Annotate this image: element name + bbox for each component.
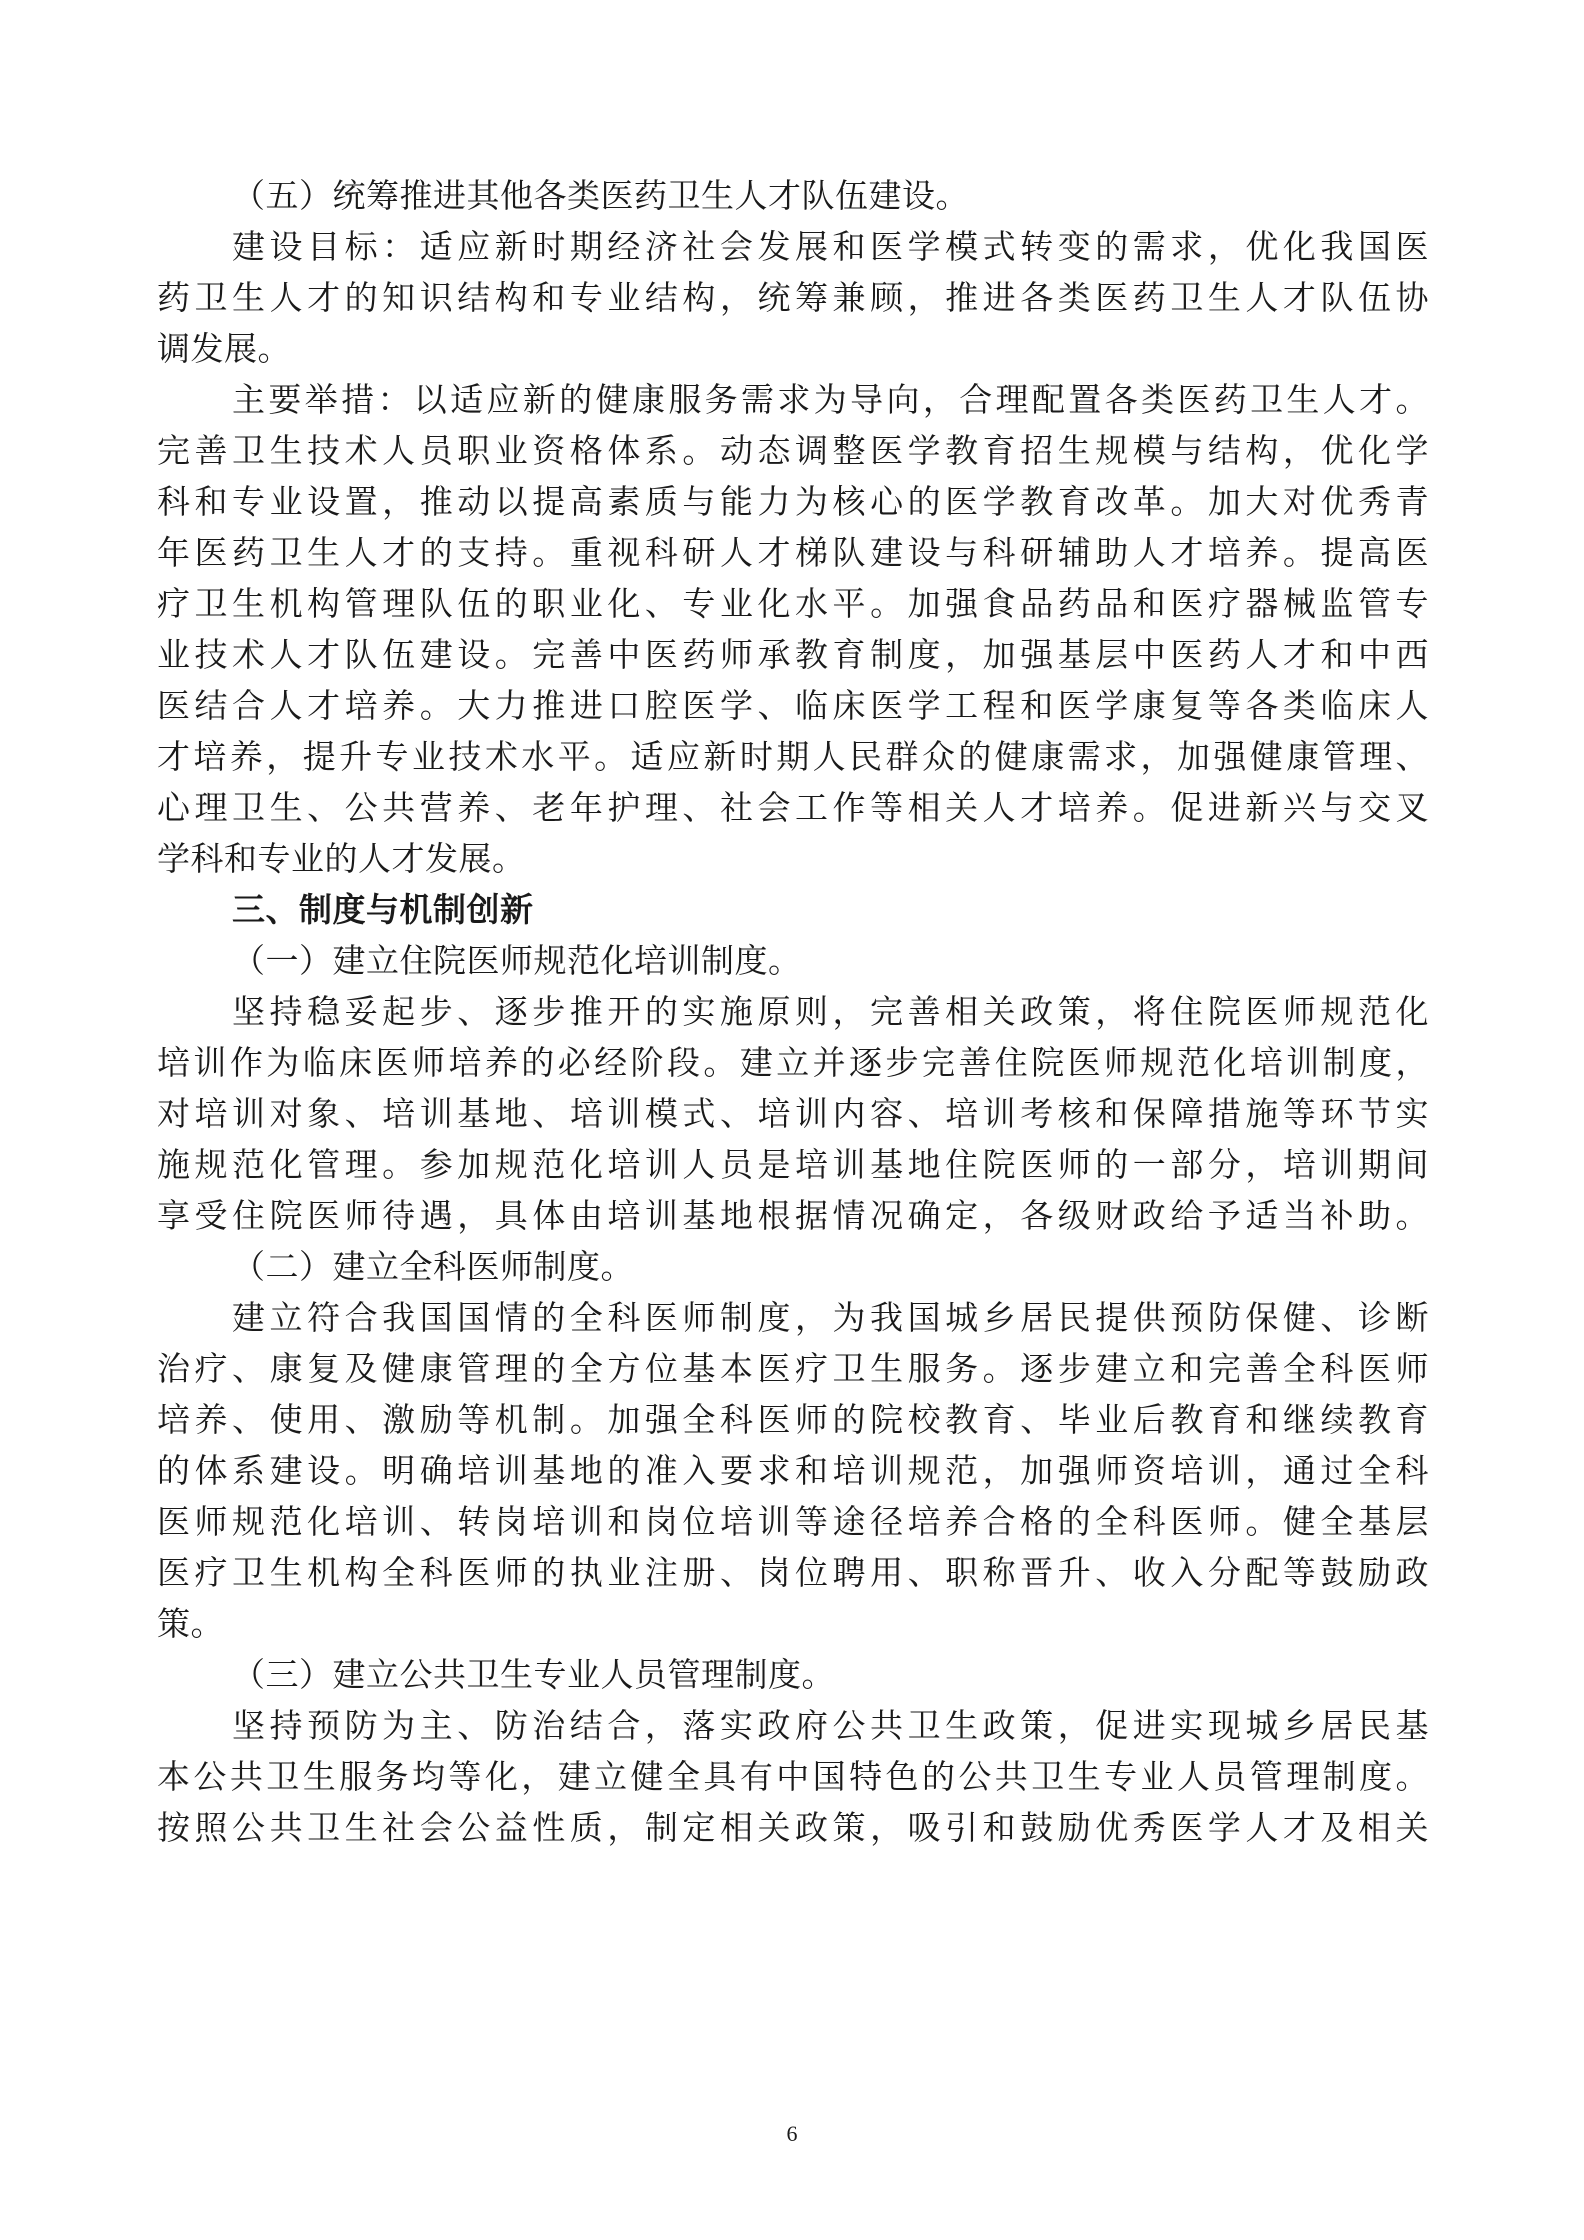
paragraph-line: 医师规范化培训、转岗培训和岗位培训等途径培养合格的全科医师。健全基层 [157, 1502, 1429, 1541]
subsection-heading: （二）建立全科医师制度。 [232, 1247, 634, 1286]
paragraph-line: 治疗、康复及健康管理的全方位基本医疗卫生服务。逐步建立和完善全科医师 [157, 1349, 1429, 1388]
subsection-heading: （三）建立公共卫生专业人员管理制度。 [232, 1655, 835, 1694]
paragraph-line: 的体系建设。明确培训基地的准入要求和培训规范，加强师资培训，通过全科 [157, 1451, 1429, 1490]
paragraph-line: 策。 [157, 1604, 224, 1643]
paragraph-line: 心理卫生、公共营养、老年护理、社会工作等相关人才培养。促进新兴与交叉 [157, 788, 1429, 827]
paragraph-line: 调发展。 [157, 329, 291, 368]
section-heading: 三、制度与机制创新 [232, 890, 534, 929]
paragraph-line: 医疗卫生机构全科医师的执业注册、岗位聘用、职称晋升、收入分配等鼓励政 [157, 1553, 1429, 1592]
subsection-heading: （一）建立住院医师规范化培训制度。 [232, 941, 802, 980]
paragraph-line: 对培训对象、培训基地、培训模式、培训内容、培训考核和保障措施等环节实 [157, 1094, 1429, 1133]
paragraph-line: 医结合人才培养。大力推进口腔医学、临床医学工程和医学康复等各类临床人 [157, 686, 1429, 725]
paragraph-line: 坚持稳妥起步、逐步推开的实施原则，完善相关政策，将住院医师规范化 [232, 992, 1429, 1031]
paragraph-line: 本公共卫生服务均等化，建立健全具有中国特色的公共卫生专业人员管理制度。 [157, 1757, 1429, 1796]
paragraph-line: 才培养，提升专业技术水平。适应新时期人民群众的健康需求，加强健康管理、 [157, 737, 1429, 776]
paragraph-line: 施规范化管理。参加规范化培训人员是培训基地住院医师的一部分，培训期间 [157, 1145, 1429, 1184]
page-number: 6 [786, 2121, 798, 2146]
paragraph-line: 建立符合我国国情的全科医师制度，为我国城乡居民提供预防保健、诊断 [232, 1298, 1429, 1337]
paragraph-line: 享受住院医师待遇，具体由培训基地根据情况确定，各级财政给予适当补助。 [157, 1196, 1429, 1235]
paragraph-line: 主要举措：以适应新的健康服务需求为导向，合理配置各类医药卫生人才。 [232, 380, 1429, 419]
paragraph-line: 培训作为临床医师培养的必经阶段。建立并逐步完善住院医师规范化培训制度， [157, 1043, 1429, 1082]
paragraph-line: 科和专业设置，推动以提高素质与能力为核心的医学教育改革。加大对优秀青 [157, 482, 1429, 521]
paragraph-line: 建设目标：适应新时期经济社会发展和医学模式转变的需求，优化我国医 [232, 227, 1429, 266]
paragraph-line: 培养、使用、激励等机制。加强全科医师的院校教育、毕业后教育和继续教育 [157, 1400, 1429, 1439]
paragraph-line: 学科和专业的人才发展。 [157, 839, 526, 878]
paragraph-line: 完善卫生技术人员职业资格体系。动态调整医学教育招生规模与结构，优化学 [157, 431, 1429, 470]
paragraph-line: 疗卫生机构管理队伍的职业化、专业化水平。加强食品药品和医疗器械监管专 [157, 584, 1429, 623]
paragraph-line: 按照公共卫生社会公益性质，制定相关政策，吸引和鼓励优秀医学人才及相关 [157, 1808, 1429, 1847]
paragraph-line: 年医药卫生人才的支持。重视科研人才梯队建设与科研辅助人才培养。提高医 [157, 533, 1429, 572]
paragraph-line: 坚持预防为主、防治结合，落实政府公共卫生政策，促进实现城乡居民基 [232, 1706, 1429, 1745]
subsection-heading: （五）统筹推进其他各类医药卫生人才队伍建设。 [232, 176, 969, 215]
paragraph-line: 业技术人才队伍建设。完善中医药师承教育制度，加强基层中医药人才和中西 [157, 635, 1429, 674]
paragraph-line: 药卫生人才的知识结构和专业结构，统筹兼顾，推进各类医药卫生人才队伍协 [157, 278, 1429, 317]
